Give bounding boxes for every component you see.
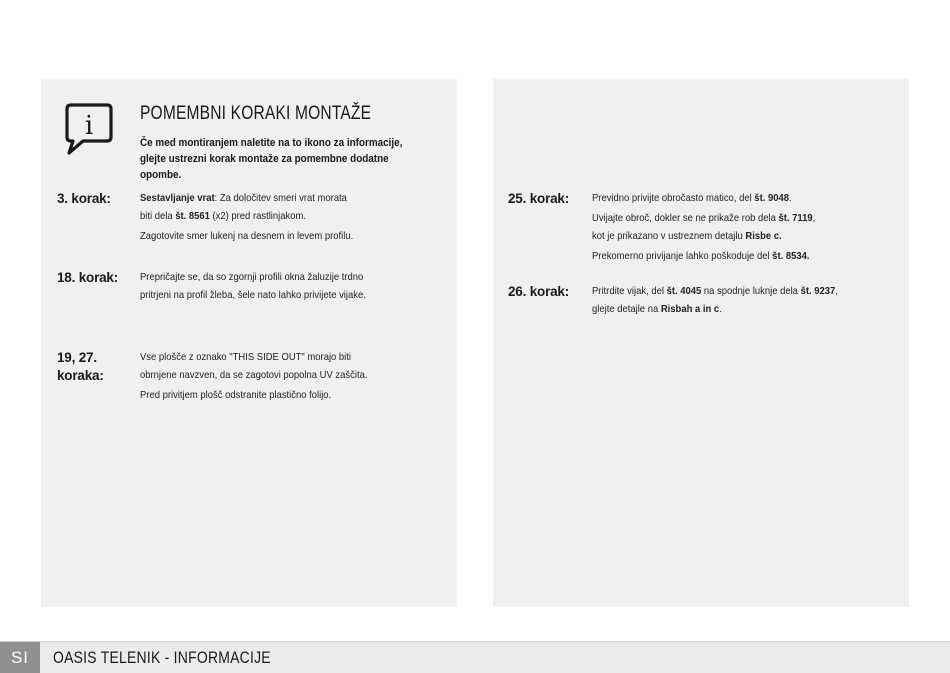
step-19-27-line3: Pred privitjem plošč odstranite plastično folijo. [140,389,332,401]
step-19-27-label-line1: 19, 27. [57,350,97,365]
step-3-line2-pre: biti dela [140,210,176,222]
step-25-line2-pre: Uvijajte obroč, dokler se ne prikaže rob dela [592,212,779,224]
step-25-part-1: št. 9048 [754,192,789,204]
step-19-27-line1: Vse plošče z oznako "THIS SIDE OUT" morajo biti [140,351,352,363]
left-content-panel [41,79,457,607]
step-26-part-1: št. 4045 [666,285,702,297]
step-25-line1-rest: . [788,192,792,204]
footer-title: OASIS TELENIK - INFORMACIJE [53,648,271,667]
step-19-27-label-line2: koraka: [57,368,104,383]
step-26-line2-rest: . [719,303,722,315]
step-18-line2: pritrjeni na profil žleba, šele nato lahko privijete vijake. [140,289,366,301]
step-25-line2-rest: , [812,212,816,224]
page-title: POMEMBNI KORAKI MONTAŽE [140,103,372,124]
step-3-part: št. 8561 [175,210,210,222]
step-26-line1-pre: Pritrdite vijak, del [592,285,667,297]
step-26-text [592,282,838,318]
step-25-label: 25. korak: [508,191,570,206]
step-3-bold: Sestavljanje vrat [140,192,215,204]
step-25-line3-pre: kot je prikazano v ustreznem detajlu [592,230,746,242]
step-3-line2-rest: (x2) pred rastlinjakom. [209,210,306,222]
step-26-line2-pre: glejte detajle na [592,303,661,315]
intro-line-2: glejte ustrezni korak montaže za pomembne dodatne opombe. [140,153,389,181]
step-18-line1: Prepričajte se, da so zgornji profili okna žaluzije trdno [140,271,364,283]
step-25-drawing-ref: Risbe c. [745,230,782,242]
step-25-text [592,189,815,265]
step-26-drawing-ref: Risbah a in c [660,303,720,315]
step-19-27-line2: obrnjene navzven, da se zagotovi popolna UV zaščita. [140,369,368,381]
intro-line-1: Če med montiranjem naletite na to ikono za informacije, [140,137,403,149]
step-3-text [140,189,353,245]
step-3-line1: : Za določitev smeri vrat morata [214,192,347,204]
footer-bar [0,641,950,673]
step-26-part-2: št. 9237 [800,285,836,297]
step-25-line1-pre: Previdno privijte obročasto matico, del [592,192,755,204]
step-26-line1-mid: na spodnje luknje dela [701,285,801,297]
step-26-label: 26. korak: [508,284,570,299]
right-content-panel [493,79,909,607]
step-3-label: 3. korak: [57,191,111,206]
language-badge: SI [0,642,40,673]
step-18-label: 18. korak: [57,270,119,285]
info-speech-bubble-icon [63,101,115,157]
step-19-27-label [57,349,104,385]
step-19-27-text [140,348,367,404]
step-18-text [140,268,366,304]
info-glyph: i [84,111,94,141]
step-25-line4-pre: Prekomerno privijanje lahko poškoduje del [592,250,773,262]
step-3-line3: Zagotovite smer lukenj na desnem in levem profilu. [140,230,354,242]
step-26-line1-rest: , [835,285,838,297]
step-25-part-2: št. 7119 [778,212,813,224]
intro-text [140,135,428,183]
step-25-part-3: št. 8534. [772,250,810,262]
